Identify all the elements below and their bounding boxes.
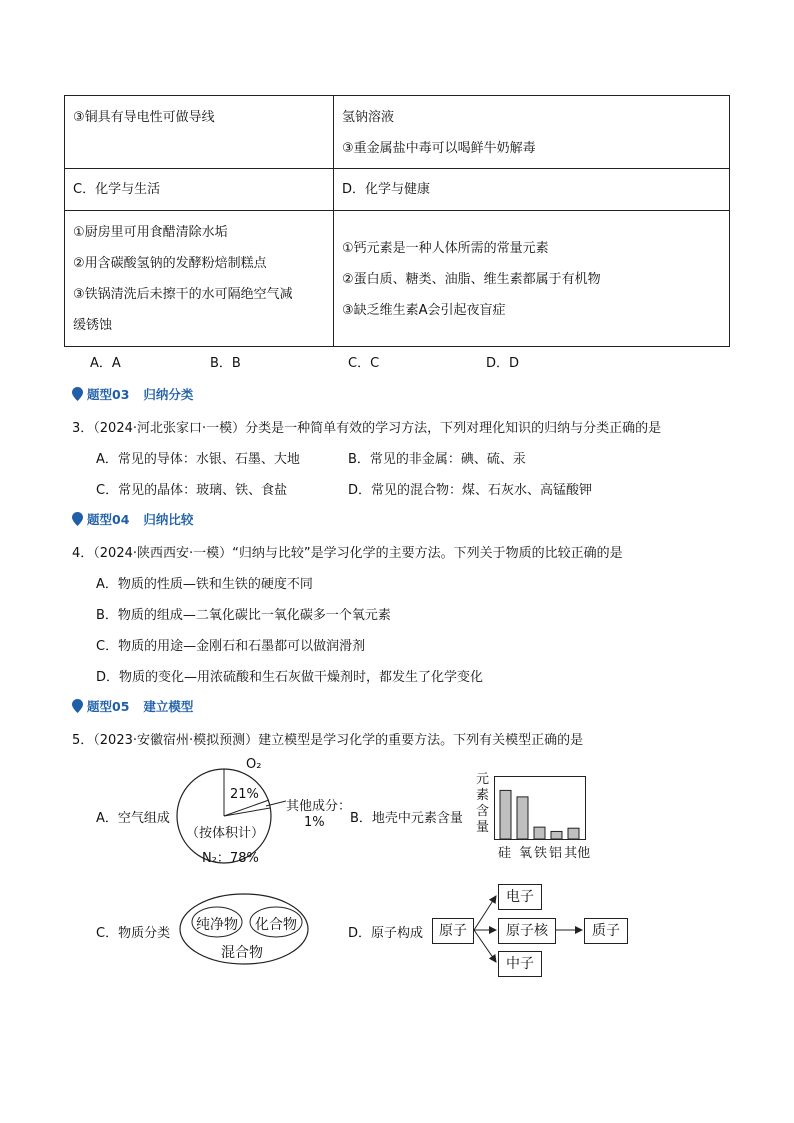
section-label: 题型05 bbox=[87, 699, 130, 714]
bar-tick-label: 铁 bbox=[534, 846, 548, 861]
bar-tick-label: 硅 bbox=[498, 846, 512, 861]
table-cell-r3c1 bbox=[65, 211, 334, 347]
pie-label-other-pct: 1% bbox=[304, 815, 325, 830]
pie-label-o2-pct: 21% bbox=[230, 787, 259, 802]
table-text: ②用含碳酸氢钠的发酵粉焙制糕点 bbox=[73, 256, 267, 271]
knowledge-table bbox=[64, 95, 730, 347]
pie-label-n2: N₂：78% bbox=[202, 851, 259, 866]
q3-option-a[interactable]: A．常见的导体：水银、石墨、大地 bbox=[96, 452, 300, 467]
q5-stem: 5．（2023·安徽宿州·模拟预测）建立模型是学习化学的重要方法。下列有关模型正确的是 bbox=[72, 733, 584, 748]
q4-option-b[interactable]: B．物质的组成—二氧化碳比一氧化碳多一个氧元素 bbox=[96, 608, 391, 623]
q3-option-b[interactable]: B．常见的非金属：碘、硫、汞 bbox=[348, 452, 526, 467]
q4-option-a[interactable]: A．物质的性质—铁和生铁的硬度不同 bbox=[96, 577, 313, 592]
table-text: ①钙元素是一种人体所需的常量元素 bbox=[342, 241, 549, 256]
bar-ylabel: 元 素 含 量 bbox=[476, 772, 490, 835]
section-header-04 bbox=[72, 509, 193, 529]
section-header-03 bbox=[72, 384, 193, 404]
q3-option-c[interactable]: C．常见的晶体：玻璃、铁、食盐 bbox=[96, 483, 288, 498]
table-heading: C．化学与生活 bbox=[73, 182, 161, 197]
bar-x-labels bbox=[498, 842, 590, 861]
venn-label-mixture: 混合物 bbox=[221, 945, 263, 961]
bar-tick-label: 铝 bbox=[549, 846, 563, 861]
section-title: 归纳比较 bbox=[143, 512, 194, 527]
bar-氧 bbox=[517, 797, 528, 839]
bar-其他 bbox=[568, 828, 579, 839]
table-heading: D．化学与健康 bbox=[342, 182, 431, 197]
section-header-05 bbox=[72, 696, 193, 716]
q2-option-b[interactable]: B．B bbox=[210, 356, 241, 371]
crust-element-bar-chart bbox=[494, 776, 586, 840]
q5-option-b[interactable]: B．地壳中元素含量 bbox=[350, 811, 463, 826]
table-cell-r1c2 bbox=[334, 96, 730, 169]
q4-option-c[interactable]: C．物质的用途—金刚石和石墨都可以做润滑剂 bbox=[96, 639, 366, 654]
q2-option-d[interactable]: D．D bbox=[486, 356, 520, 371]
table-cell-r3c2 bbox=[334, 211, 730, 347]
table-text: ③缺乏维生素A会引起夜盲症 bbox=[342, 303, 506, 318]
nucleus-box: 原子核 bbox=[498, 918, 556, 944]
table-text: ③重金属盐中毒可以喝鲜牛奶解毒 bbox=[342, 141, 536, 156]
table-text: ③铁锅清洗后未擦干的水可隔绝空气减 bbox=[73, 287, 293, 302]
table-text: ②蛋白质、糖类、油脂、维生素都属于有机物 bbox=[342, 272, 601, 287]
table-cell-r2c2 bbox=[334, 169, 730, 211]
neutron-box: 中子 bbox=[498, 951, 542, 977]
bar-铝 bbox=[551, 831, 562, 839]
bar-tick-label: 其他 bbox=[564, 846, 591, 861]
section-title: 建立模型 bbox=[143, 699, 194, 714]
pie-label-center: （按体积计） bbox=[186, 826, 265, 841]
section-title: 归纳分类 bbox=[143, 387, 194, 402]
table-text: ①厨房里可用食醋清除水垢 bbox=[73, 225, 228, 240]
section-label: 题型03 bbox=[87, 387, 130, 402]
bar-铁 bbox=[534, 827, 545, 839]
location-pin-icon bbox=[72, 699, 83, 713]
atom-box: 原子 bbox=[432, 918, 474, 944]
q3-option-d[interactable]: D．常见的混合物：煤、石灰水、高锰酸钾 bbox=[348, 483, 593, 498]
q4-option-d[interactable]: D．物质的变化—用浓硫酸和生石灰做干燥剂时，都发生了化学变化 bbox=[96, 670, 484, 685]
section-label: 题型04 bbox=[87, 512, 130, 527]
table-cell-r1c1 bbox=[65, 96, 334, 169]
q5-option-c[interactable]: C．物质分类 bbox=[96, 926, 171, 941]
location-pin-icon bbox=[72, 387, 83, 401]
location-pin-icon bbox=[72, 512, 83, 526]
bar-tick-label: 氧 bbox=[519, 846, 533, 861]
table-text: 氢钠溶液 bbox=[342, 110, 395, 125]
pie-label-other: 其他成分： bbox=[286, 799, 352, 814]
q5-option-d[interactable]: D．原子构成 bbox=[348, 926, 424, 941]
q4-stem: 4．（2024·陕西西安·一模）“归纳与比较”是学习化学的主要方法。下列关于物质的比较正确的是 bbox=[72, 546, 623, 561]
table-cell-r2c1 bbox=[65, 169, 334, 211]
q3-stem: 3．（2024·河北张家口·一模）分类是一种简单有效的学习方法，下列对理化知识的归纳与分类正确的是 bbox=[72, 421, 662, 436]
table-text: ③铜具有导电性可做导线 bbox=[73, 110, 215, 125]
q2-option-a[interactable]: A．A bbox=[90, 356, 121, 371]
table-text: 缓锈蚀 bbox=[73, 318, 113, 333]
q5-option-a[interactable]: A．空气组成 bbox=[96, 811, 170, 826]
proton-box: 质子 bbox=[584, 918, 628, 944]
pie-label-o2: O₂ bbox=[246, 757, 262, 772]
electron-box: 电子 bbox=[498, 884, 542, 910]
q2-option-c[interactable]: C．C bbox=[348, 356, 380, 371]
venn-label-compound: 化合物 bbox=[255, 917, 297, 933]
venn-label-pure: 纯净物 bbox=[196, 917, 238, 933]
bar-硅 bbox=[500, 790, 511, 839]
